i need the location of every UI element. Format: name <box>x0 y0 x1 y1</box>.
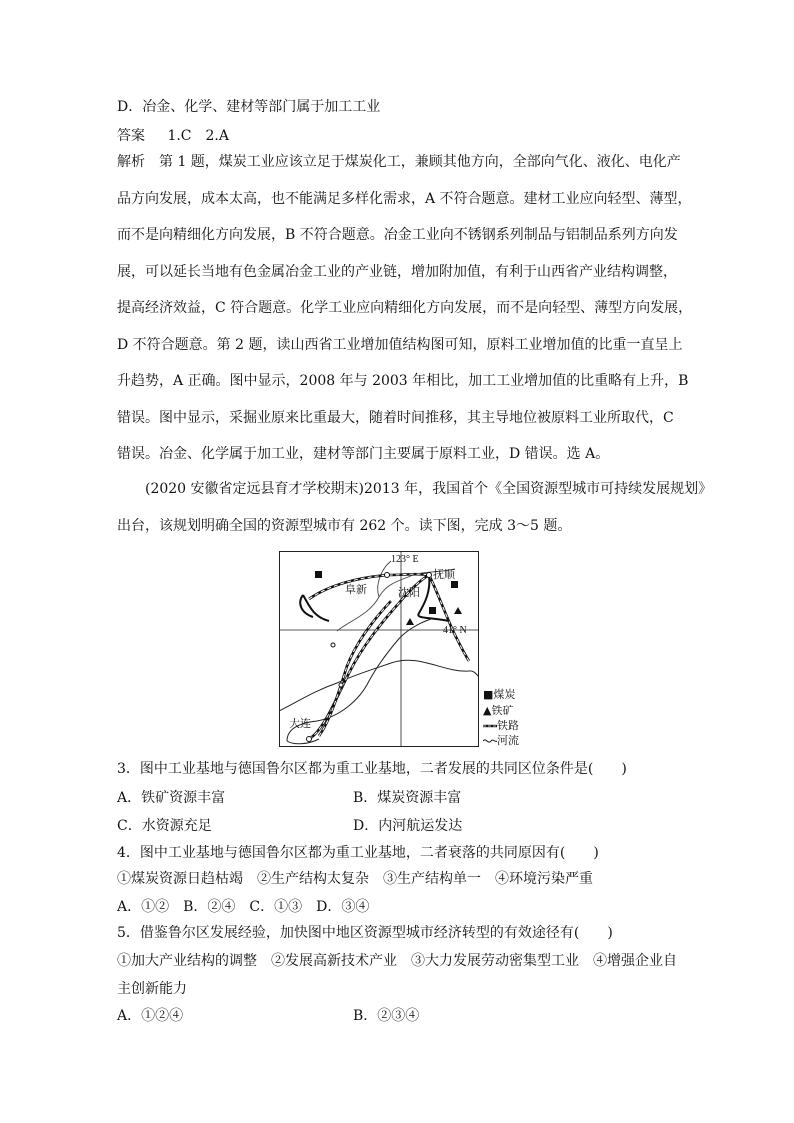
city-fuxin-point <box>385 573 390 578</box>
city-dalian-point <box>307 737 312 742</box>
legend-river: 河流 <box>483 732 519 748</box>
analysis-line: 展，可以延长当地有色金属冶金工业的产业链，增加附加值，有利于山西省产业结构调整， <box>117 263 677 280</box>
city-point <box>331 643 335 647</box>
q4-items: ①煤炭资源日趋枯竭 ②生产结构太复杂 ③生产结构单一 ④环境污染严重 <box>117 871 593 887</box>
analysis-line: D 不符合题意。第 2 题，读山西省工业增加值结构图可知，原料工业增加值的比重一直呈上 <box>117 336 683 353</box>
q5-option-a: A．①②④ <box>117 1008 184 1024</box>
q3-option-b: B．煤炭资源丰富 <box>353 790 462 806</box>
q3-option-a: A．铁矿资源丰富 <box>117 790 226 806</box>
q5-option-b: B．②③④ <box>353 1008 420 1024</box>
q5-items-line1: ①加大产业结构的调整 ②发展高新技术产业 ③大力发展劳动密集型工业 ④增强企业自 <box>117 953 677 969</box>
intro-line: 出台，该规划明确全国的资源型城市有 262 个。读下图，完成 3～5 题。 <box>117 517 572 534</box>
answer-label: 答案 <box>117 128 145 144</box>
q3-stem: 3．图中工业基地与德国鲁尔区都为重工业基地，二者发展的共同区位条件是( ) <box>117 761 627 777</box>
city-point <box>339 683 343 687</box>
label-shenyang: 沈阳 <box>398 586 420 599</box>
coal-marker <box>315 571 322 578</box>
intro-paragraph <box>117 471 713 544</box>
analysis-line: 错误。图中显示，采掘业原来比重最大，随着时间推移，其主导地位被原料工业所取代，C <box>117 409 674 426</box>
q3-option-c: C．水资源充足 <box>117 818 212 834</box>
answer-value: 1.C 2.A <box>167 128 229 144</box>
q4-options: A．①② B．②④ C．①③ D．③④ <box>117 899 370 915</box>
analysis-line: 而不是向精细化方向发展，B 不符合题意。冶金工业向不锈钢系列制品与铝制品系列方向发 <box>117 227 678 243</box>
analysis-line: 解析 第 1 题，煤炭工业应该立足于煤炭化工，兼顾其他方向，全部向气化、液化、电化产 <box>117 154 681 170</box>
analysis-paragraph <box>117 144 693 473</box>
q5-stem: 5．借鉴鲁尔区发展经验，加快图中地区资源型城市经济转型的有效途径有( ) <box>117 925 613 941</box>
label-fuxin: 阜新 <box>345 583 367 596</box>
legend-iron: ▲铁矿 <box>483 704 514 717</box>
city-shenyang-point <box>427 573 432 578</box>
latitude-label: 41° N <box>443 625 467 636</box>
analysis-line: 提高经济效益，C 符合题意。化学工业应向精细化方向发展，而不是向轻型、薄型方向发展， <box>117 300 693 316</box>
coal-marker <box>429 607 436 614</box>
answer-line <box>117 125 229 145</box>
legend-coal: ■煤炭 <box>483 688 516 701</box>
analysis-label: 解析 <box>117 154 145 170</box>
analysis-line: 错误。冶金、化学属于加工业，建材等部门主要属于原料工业，D 错误。选 A。 <box>117 446 610 462</box>
legend-railway: 铁路 <box>483 717 519 733</box>
railway-legend-icon <box>483 722 497 730</box>
intro-line: (2020 安徽省定远县育才学校期末)2013 年，我国首个《全国资源型城市可持续发展规划》 <box>145 481 713 497</box>
q3-option-d: D．内河航运发达 <box>353 818 463 834</box>
coal-marker <box>451 581 458 588</box>
analysis-line: 升趋势，A 正确。图中显示，2008 年与 2003 年相比，加工工业增加值的比重略有上升，B <box>117 373 689 389</box>
river-legend-icon <box>483 737 497 745</box>
q4-stem: 4．图中工业基地与德国鲁尔区都为重工业基地，二者衰落的共同原因有( ) <box>117 845 599 861</box>
longitude-label: 123° E <box>391 554 419 565</box>
label-fushun: 抚顺 <box>433 568 455 581</box>
analysis-line: 品方向发展，成本太高，也不能满足多样化需求，A 不符合题意。建材工业应向轻型、薄型， <box>117 190 692 207</box>
label-dalian: 大连 <box>289 717 311 730</box>
resource-city-map <box>279 551 479 747</box>
option-d: D．冶金、化学、建材等部门属于加工工业 <box>117 99 381 115</box>
q5-items-line2: 主创新能力 <box>117 981 187 997</box>
